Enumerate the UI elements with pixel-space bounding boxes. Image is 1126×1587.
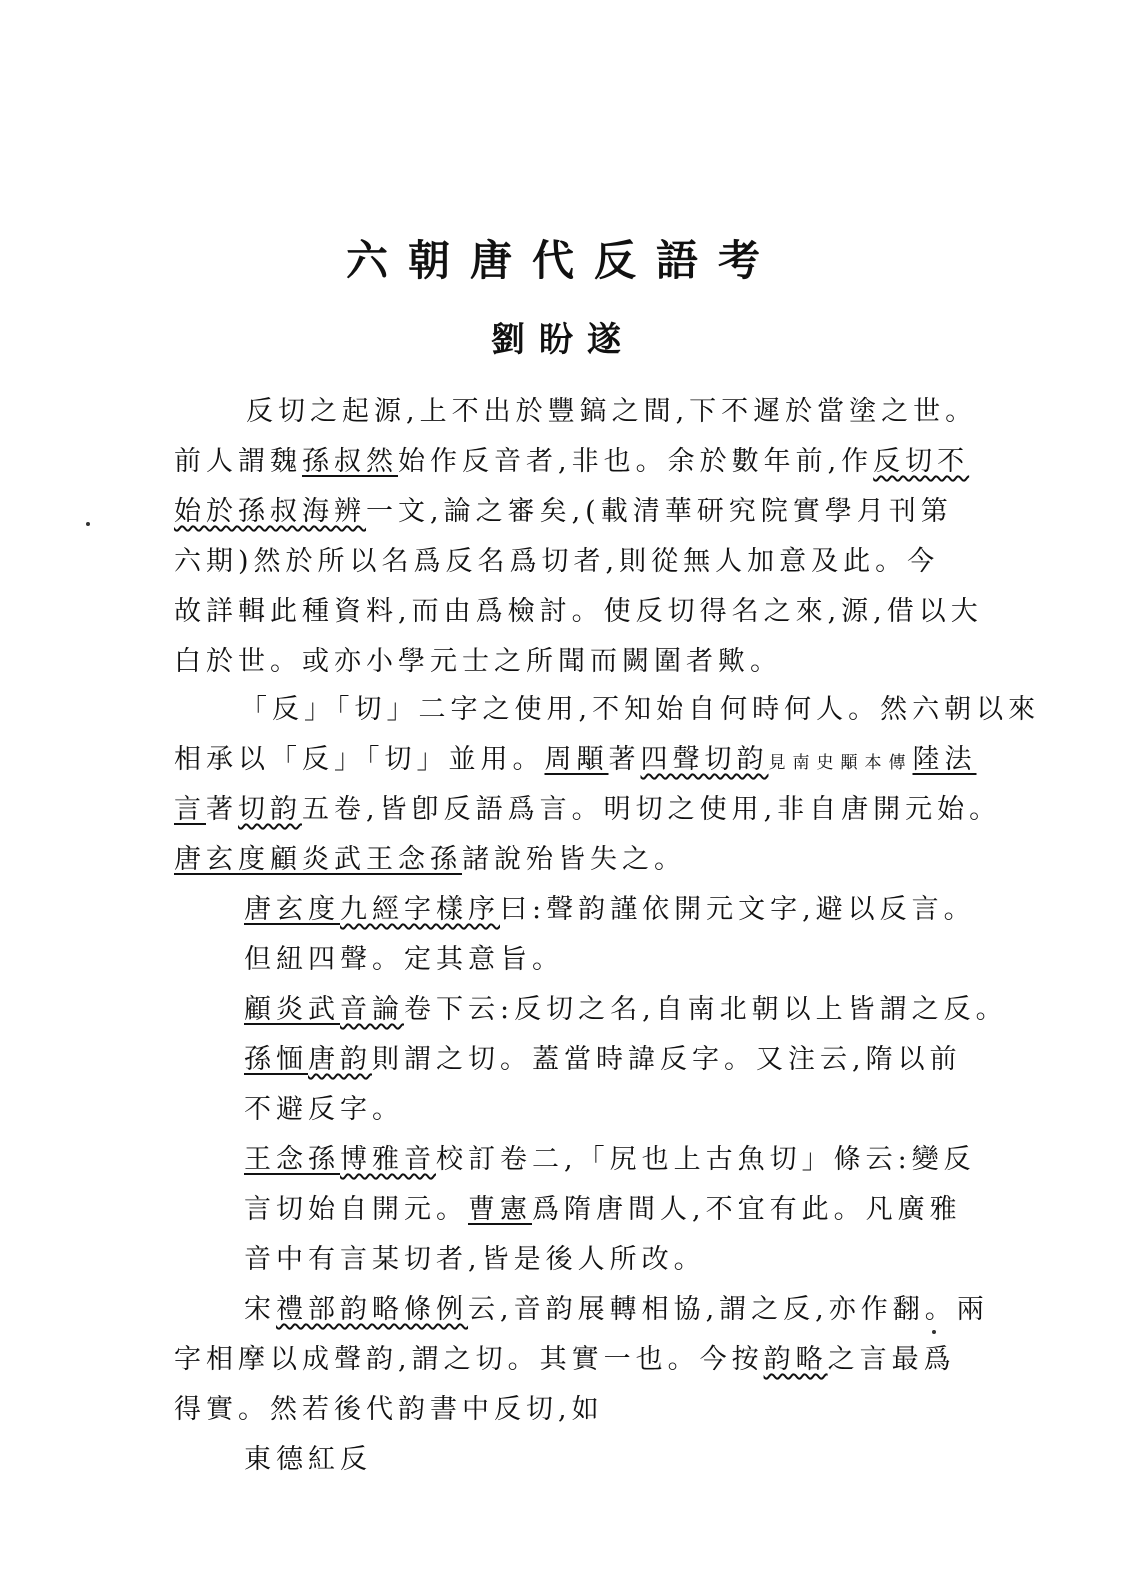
text-line <box>244 993 1008 1027</box>
text-span: 之言最爲 <box>827 1344 956 1375</box>
work-title: 切韵 <box>238 794 302 825</box>
text-line <box>174 743 977 777</box>
person-name: 周顒 <box>544 744 609 775</box>
text-span: 卷下云:反切之名,自南北朝以上皆謂之反。 <box>404 994 1008 1025</box>
person-name: 顧炎武 <box>270 844 366 875</box>
text-span: 云,音韵展轉相協,謂之反,亦作翻。兩 <box>468 1294 989 1325</box>
author-name: 劉盼遂 <box>491 320 635 360</box>
text-line <box>174 445 969 479</box>
text-span: 東德紅反 <box>244 1444 372 1475</box>
annotation-note: 見南史顒本傳 <box>768 753 913 773</box>
person-name: 曹憲 <box>468 1194 532 1225</box>
work-title: 反切不 <box>873 446 970 477</box>
text-line <box>244 1043 962 1077</box>
person-name: 言 <box>174 794 206 825</box>
work-title: 禮部韵略條例 <box>276 1294 468 1325</box>
page-title: 六朝唐代反語考 <box>345 236 780 285</box>
person-name: 孫愐 <box>244 1044 308 1075</box>
text-span: 白於世。或亦小學元士之所聞而闕圍者歟。 <box>174 646 782 677</box>
work-title: 唐韵 <box>308 1044 372 1075</box>
work-title: 博雅音 <box>340 1144 436 1175</box>
text-span: 故詳輯此種資料,而由爲檢討。使反切得名之來,源,借以大 <box>174 596 983 627</box>
text-line <box>174 645 782 679</box>
work-title: 始於孫叔海辨 <box>174 496 366 527</box>
work-title: 四聲切韵 <box>640 744 769 775</box>
text-span: 五卷,皆卽反語爲言。明切之使用,非自唐開元始。 <box>302 794 1002 825</box>
text-line <box>174 495 953 529</box>
text-line <box>174 843 686 877</box>
scan-speck <box>86 522 90 526</box>
text-span: 爲隋唐間人,不宜有此。凡廣雅 <box>532 1194 962 1225</box>
scan-speck <box>932 1330 936 1334</box>
text-line <box>244 1443 372 1477</box>
text-line <box>174 545 939 579</box>
text-span: 前人謂魏 <box>174 446 302 477</box>
work-title: 韵略 <box>763 1344 828 1375</box>
text-line <box>174 793 1001 827</box>
text-span: 著 <box>608 744 641 775</box>
text-span: 校訂卷二,「尻也上古魚切」條云:變反 <box>436 1144 976 1175</box>
text-span: 諸說殆皆失之。 <box>462 844 686 875</box>
text-line <box>244 1093 404 1127</box>
text-span: 「反」「切」二字之使用,不知始自何時何人。然六朝以來 <box>240 694 1041 725</box>
text-span: 始作反音者,非也。余於數年前,作 <box>398 446 874 477</box>
text-span: 宋 <box>244 1294 276 1325</box>
person-name: 顧炎武 <box>244 994 340 1025</box>
text-line <box>174 1393 604 1427</box>
text-span: 音中有言某切者,皆是後人所改。 <box>244 1244 706 1275</box>
text-span: 言切始自開元。 <box>244 1194 468 1225</box>
text-span: 得實。然若後代韵書中反切,如 <box>174 1394 604 1425</box>
text-span: 相承以「反」「切」並用。 <box>174 744 545 775</box>
work-title: 音論 <box>340 994 404 1025</box>
text-line <box>244 1243 706 1277</box>
text-span: 不避反字。 <box>244 1094 404 1125</box>
person-name: 唐玄度 <box>174 844 270 875</box>
text-span: 則謂之切。蓋當時諱反字。又注云,隋以前 <box>372 1044 962 1075</box>
text-span: 反切之起源,上不出於豐鎬之間,下不遲於當塗之世。 <box>246 396 978 427</box>
text-line <box>174 1343 956 1377</box>
text-line <box>244 893 976 927</box>
text-line <box>174 595 983 629</box>
person-name: 唐玄度 <box>244 894 340 925</box>
person-name: 王念孫 <box>366 844 462 875</box>
text-line <box>244 943 564 977</box>
person-name: 王念孫 <box>244 1144 340 1175</box>
work-title: 九經字樣序 <box>340 894 500 925</box>
text-line <box>244 1193 962 1227</box>
text-span: 曰:聲韵謹依開元文字,避以反言。 <box>500 894 976 925</box>
text-span: 一文,論之審矣,(載清華研究院實學月刊第 <box>366 496 953 527</box>
text-span: 六期)然於所以名爲反名爲切者,則從無人加意及此。今 <box>174 546 940 577</box>
person-name: 陸法 <box>912 744 977 775</box>
text-span: 著 <box>206 794 238 825</box>
text-line <box>244 1143 976 1177</box>
text-span: 字相摩以成聲韵,謂之切。其實一也。今按 <box>174 1344 764 1375</box>
text-line <box>240 693 1040 727</box>
person-name: 孫叔然 <box>302 446 398 477</box>
text-span: 但紐四聲。定其意旨。 <box>244 944 564 975</box>
text-line <box>246 395 977 429</box>
text-line <box>244 1293 989 1327</box>
